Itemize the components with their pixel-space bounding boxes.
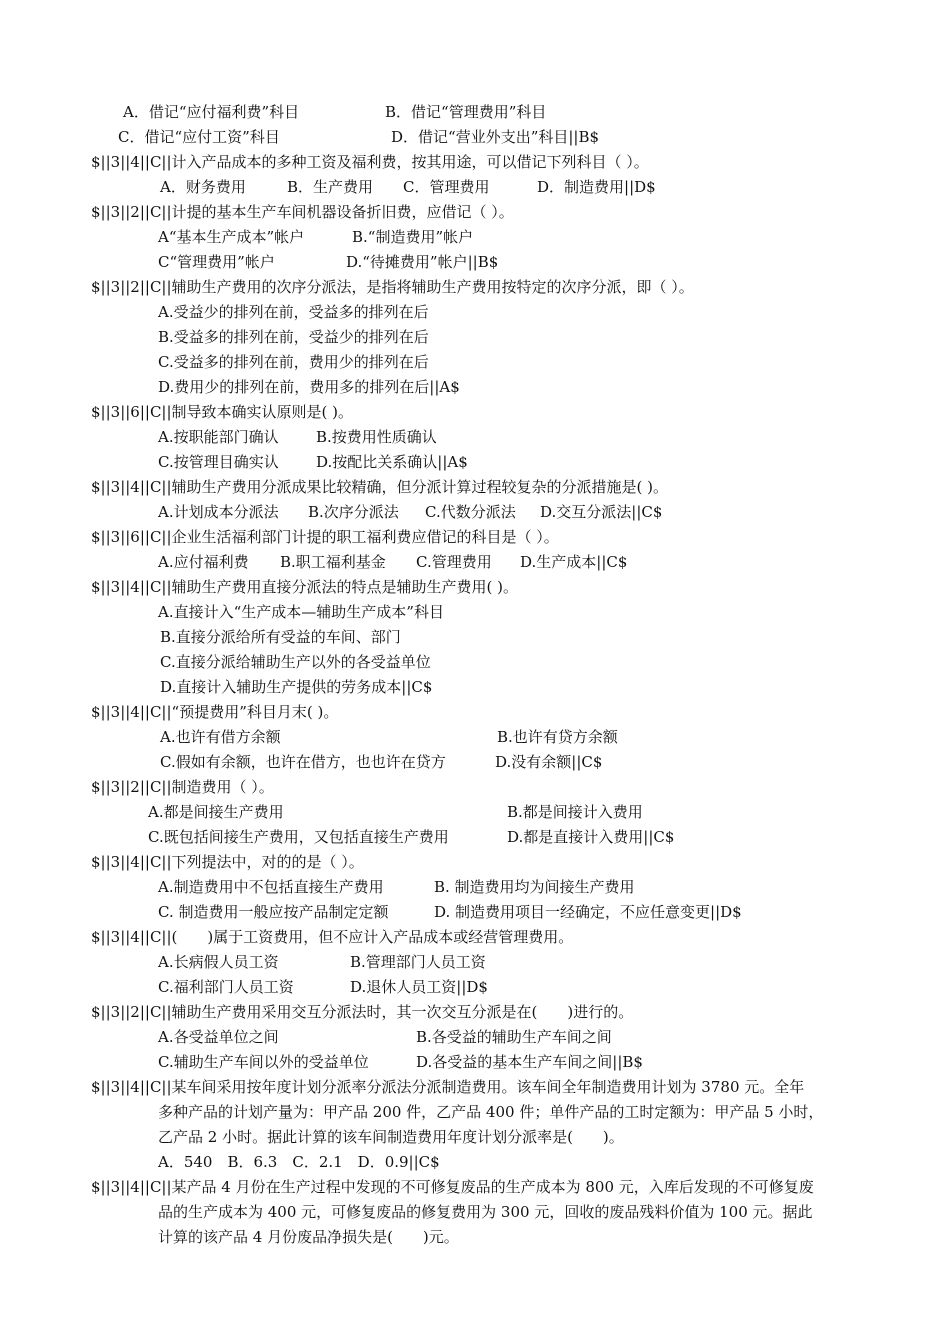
option-a: A.制造费用中不包括直接生产费用 <box>158 878 384 896</box>
option-b: B.各受益的辅助生产车间之间 <box>416 1028 612 1046</box>
options-row: A．540 B．6.3 C．2.1 D．0.9||C$ <box>158 1153 440 1171</box>
option-c: C.按管理目确实认 <box>158 453 279 471</box>
question-stem: $||3||6||C||制导致本确实认原则是( )。 <box>91 403 354 421</box>
option-a: A“基本生产成本”帐户 <box>158 228 305 246</box>
option-b: B.职工福利基金 <box>280 553 386 571</box>
question-stem-continued: 计算的该产品 4 月份废品净损失是( )元。 <box>158 1228 459 1246</box>
option-d: D.没有余额||C$ <box>495 753 603 771</box>
question-stem: $||3||4||C||辅助生产费用分派成果比较精确，但分派计算过程较复杂的分派措施是( )。 <box>91 478 669 496</box>
option-d: D.退休人员工资||D$ <box>350 978 488 996</box>
option-d: D.各受益的基本生产车间之间||B$ <box>416 1053 643 1071</box>
option-d: D.都是直接计入费用||C$ <box>507 828 675 846</box>
option-c: C“管理费用”帐户 <box>158 253 275 271</box>
option-b: B.也许有贷方余额 <box>497 728 618 746</box>
option-c: C．管理费用 <box>403 178 490 196</box>
option-a: A.计划成本分派法 <box>158 503 279 521</box>
option-d: D.生产成本||C$ <box>520 553 628 571</box>
option-a: A.也许有借方余额 <box>160 728 281 746</box>
option-b: B.受益多的排列在前，受益少的排列在后 <box>158 328 429 346</box>
option-b: B.“制造费用”帐户 <box>352 228 474 246</box>
option-d: D．制造费用||D$ <box>537 178 656 196</box>
option-d: D. 制造费用项目一经确定，不应任意变更||D$ <box>434 903 742 921</box>
question-stem-continued: 品的生产成本为 400 元，可修复废品的修复费用为 300 元，回收的废品残料价值为 100 元。据此 <box>158 1203 813 1221</box>
question-stem: $||3||4||C||辅助生产费用直接分派法的特点是辅助生产费用( )。 <box>91 578 519 596</box>
option-a: A.直接计入“生产成本—辅助生产成本”科目 <box>158 603 444 621</box>
option-b: B.直接分派给所有受益的车间、部门 <box>160 628 401 646</box>
option-b: B．借记“管理费用”科目 <box>385 103 547 121</box>
option-c: C.代数分派法 <box>425 503 516 521</box>
question-stem: $||3||2||C||计提的基本生产车间机器设备折旧费，应借记（ ）。 <box>91 203 514 221</box>
option-a: A.都是间接生产费用 <box>148 803 284 821</box>
option-c: C.管理费用 <box>416 553 492 571</box>
option-d: D.“待摊费用”帐户||B$ <box>346 253 499 271</box>
option-c: C.直接分派给辅助生产以外的各受益单位 <box>160 653 431 671</box>
question-stem-continued: 乙产品 2 小时。据此计算的该车间制造费用年度计划分派率是( )。 <box>158 1128 624 1146</box>
option-c: C.受益多的排列在前，费用少的排列在后 <box>158 353 429 371</box>
question-stem: $||3||4||C||“预提费用”科目月末( )。 <box>91 703 339 721</box>
question-stem: $||3||4||C||某产品 4 月份在生产过程中发现的不可修复废品的生产成本为 800 元，入库后发现的不可修复废 <box>91 1178 814 1196</box>
option-b: B.按费用性质确认 <box>316 428 437 446</box>
question-stem: $||3||4||C||下列提法中，对的的是（ ）。 <box>91 853 364 871</box>
option-c: C.辅助生产车间以外的受益单位 <box>158 1053 369 1071</box>
option-d: D.按配比关系确认||A$ <box>316 453 468 471</box>
option-d: D.费用少的排列在前，费用多的排列在后||A$ <box>158 378 460 396</box>
option-a: A.各受益单位之间 <box>158 1028 279 1046</box>
option-c: C．借记“应付工资”科目 <box>118 128 280 146</box>
option-d: D.直接计入辅助生产提供的劳务成本||C$ <box>160 678 433 696</box>
option-d: D．借记“营业外支出”科目||B$ <box>391 128 600 146</box>
option-b: B．生产费用 <box>287 178 374 196</box>
option-b: B. 制造费用均为间接生产费用 <box>434 878 635 896</box>
question-stem-continued: 多种产品的计划产量为：甲产品 200 件，乙产品 400 件；单件产品的工时定额为：甲产品 5 小时， <box>158 1103 824 1121</box>
option-a: A.应付福利费 <box>158 553 249 571</box>
question-stem: $||3||2||C||辅助生产费用采用交互分派法时，其一次交互分派是在( )进行的。 <box>91 1003 634 1021</box>
option-b: B.管理部门人员工资 <box>350 953 486 971</box>
question-stem: $||3||6||C||企业生活福利部门计提的职工福利费应借记的科目是（ ）。 <box>91 528 559 546</box>
option-c: C.福利部门人员工资 <box>158 978 294 996</box>
option-c: C. 制造费用一般应按产品制定定额 <box>158 903 389 921</box>
option-a: A.受益少的排列在前，受益多的排列在后 <box>158 303 429 321</box>
option-d: D.交互分派法||C$ <box>540 503 663 521</box>
question-stem: $||3||2||C||辅助生产费用的次序分派法，是指将辅助生产费用按特定的次序分派，即（ ）。 <box>91 278 694 296</box>
question-stem: $||3||2||C||制造费用（ ）。 <box>91 778 274 796</box>
question-stem: $||3||4||C||某车间采用按年度计划分派率分派法分派制造费用。该车间全年制造费用计划为 3780 元。全年 <box>91 1078 805 1096</box>
question-stem: $||3||4||C||( )属于工资费用，但不应计入产品成本或经营管理费用。 <box>91 928 574 946</box>
option-c: C.假如有余额，也许在借方，也也许在贷方 <box>160 753 446 771</box>
option-a: A．财务费用 <box>160 178 246 196</box>
option-b: B.都是间接计入费用 <box>507 803 643 821</box>
option-a: A.按职能部门确认 <box>158 428 279 446</box>
option-a: A．借记“应付福利费”科目 <box>123 103 300 121</box>
option-c: C.既包括间接生产费用，又包括直接生产费用 <box>148 828 449 846</box>
option-a: A.长病假人员工资 <box>158 953 279 971</box>
option-b: B.次序分派法 <box>308 503 399 521</box>
question-stem: $||3||4||C||计入产品成本的多种工资及福利费，按其用途，可以借记下列科目（ ）。 <box>91 153 649 171</box>
